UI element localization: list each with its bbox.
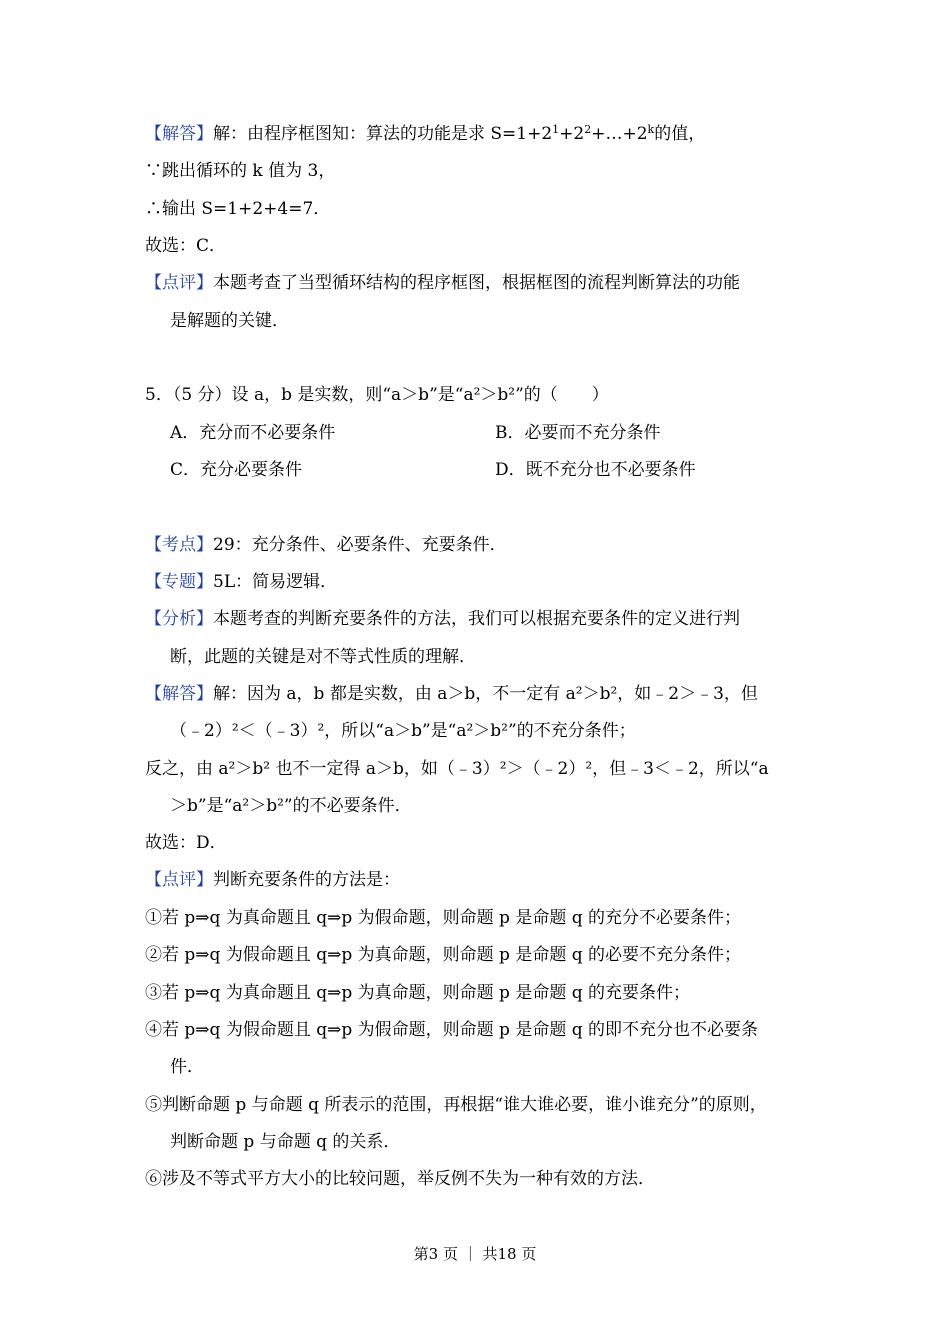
superscript: 2 — [584, 123, 592, 136]
tag-kaodian: 【考点】 — [145, 535, 213, 555]
choice: 故选：D． — [145, 833, 227, 853]
tag-answer: 【解答】 — [145, 684, 213, 704]
kaodian — [145, 534, 810, 556]
prev-answer-text: +…+2 — [591, 124, 648, 144]
prev-therefore: ∴输出 S=1+2+4=7． — [145, 199, 331, 219]
jieda-converse-cont: ＞b”是“a²＞b²”的不必要条件． — [170, 796, 412, 816]
option-c: C．充分必要条件 — [170, 460, 303, 480]
zhuanti — [145, 571, 810, 593]
prev-comment-cont: 是解题的关键． — [170, 311, 289, 331]
dianping-text: 判断充要条件的方法是： — [213, 870, 400, 890]
zhuanti-text: 5L：简易逻辑． — [213, 572, 338, 592]
rule-item: ⑤判断命题 p 与命题 q 所表示的范围，再根据“谁大谁必要，谁小谁充分”的原则， — [145, 1095, 767, 1115]
dianping — [145, 869, 810, 891]
prev-answer — [145, 123, 810, 145]
page-footer: 第3 页 ｜ 共18 页 — [413, 1245, 537, 1263]
tag-comment: 【点评】 — [145, 273, 213, 293]
prev-because: ∵跳出循环的 k 值为 3， — [145, 161, 336, 181]
fenxi-text: 本题考查的判断充要条件的方法，我们可以根据充要条件的定义进行判 — [213, 609, 740, 629]
tag-fenxi: 【分析】 — [145, 609, 213, 629]
rule-item: ③若 p⇒q 为真命题且 q⇒p 为真命题，则命题 p 是命题 q 的充要条件； — [145, 983, 691, 1003]
tag-zhuanti: 【专题】 — [145, 572, 213, 592]
superscript: k — [647, 123, 655, 136]
jieda-text: 解：因为 a，b 都是实数，由 a＞b，不一定有 a²＞b²，如﹣2＞﹣3，但 — [213, 684, 758, 704]
jieda-converse: 反之，由 a²＞b² 也不一定得 a＞b，如（﹣3）²＞（﹣2）²，但﹣3＜﹣2，所以“a — [145, 759, 769, 779]
prev-choice: 故选：C． — [145, 236, 227, 256]
option-d: D．既不充分也不必要条件 — [495, 460, 696, 480]
rule-item: ①若 p⇒q 为真命题且 q⇒p 为假命题，则命题 p 是命题 q 的充分不必要条件； — [145, 908, 742, 928]
prev-answer-text: 的值， — [654, 124, 706, 144]
rule-item-cont: 件． — [170, 1057, 204, 1077]
prev-comment-text: 本题考查了当型循环结构的程序框图，根据框图的流程判断算法的功能 — [213, 273, 740, 293]
fenxi — [145, 608, 810, 630]
prev-answer-text: +2 — [559, 124, 585, 144]
rule-item: ⑥涉及不等式平方大小的比较问题，举反例不失为一种有效的方法． — [145, 1169, 655, 1189]
tag-answer: 【解答】 — [145, 124, 213, 144]
kaodian-text: 29：充分条件、必要条件、充要条件． — [213, 535, 507, 555]
prev-comment — [145, 272, 810, 294]
tag-comment: 【点评】 — [145, 870, 213, 890]
fenxi-cont: 断，此题的关键是对不等式性质的理解． — [170, 647, 476, 667]
rule-item: ④若 p⇒q 为假命题且 q⇒p 为假命题，则命题 p 是命题 q 的即不充分也不必要条 — [145, 1020, 759, 1040]
rule-item: ②若 p⇒q 为假命题且 q⇒p 为真命题，则命题 p 是命题 q 的必要不充分条件； — [145, 945, 742, 965]
question-stem: 5．（5 分）设 a，b 是实数，则“a＞b”是“a²＞b²”的（ ） — [145, 385, 609, 405]
superscript: 1 — [552, 123, 560, 136]
jieda — [145, 683, 810, 705]
option-a: A．充分而不必要条件 — [170, 423, 336, 443]
jieda-cont: （﹣2）²＜（﹣3）²，所以“a＞b”是“a²＞b²”的不充分条件； — [170, 721, 636, 741]
rule-item-cont: 判断命题 p 与命题 q 的关系． — [170, 1132, 401, 1152]
option-b: B．必要而不充分条件 — [495, 423, 661, 443]
prev-answer-text: 解：由程序框图知：算法的功能是求 S=1+2 — [213, 124, 553, 144]
